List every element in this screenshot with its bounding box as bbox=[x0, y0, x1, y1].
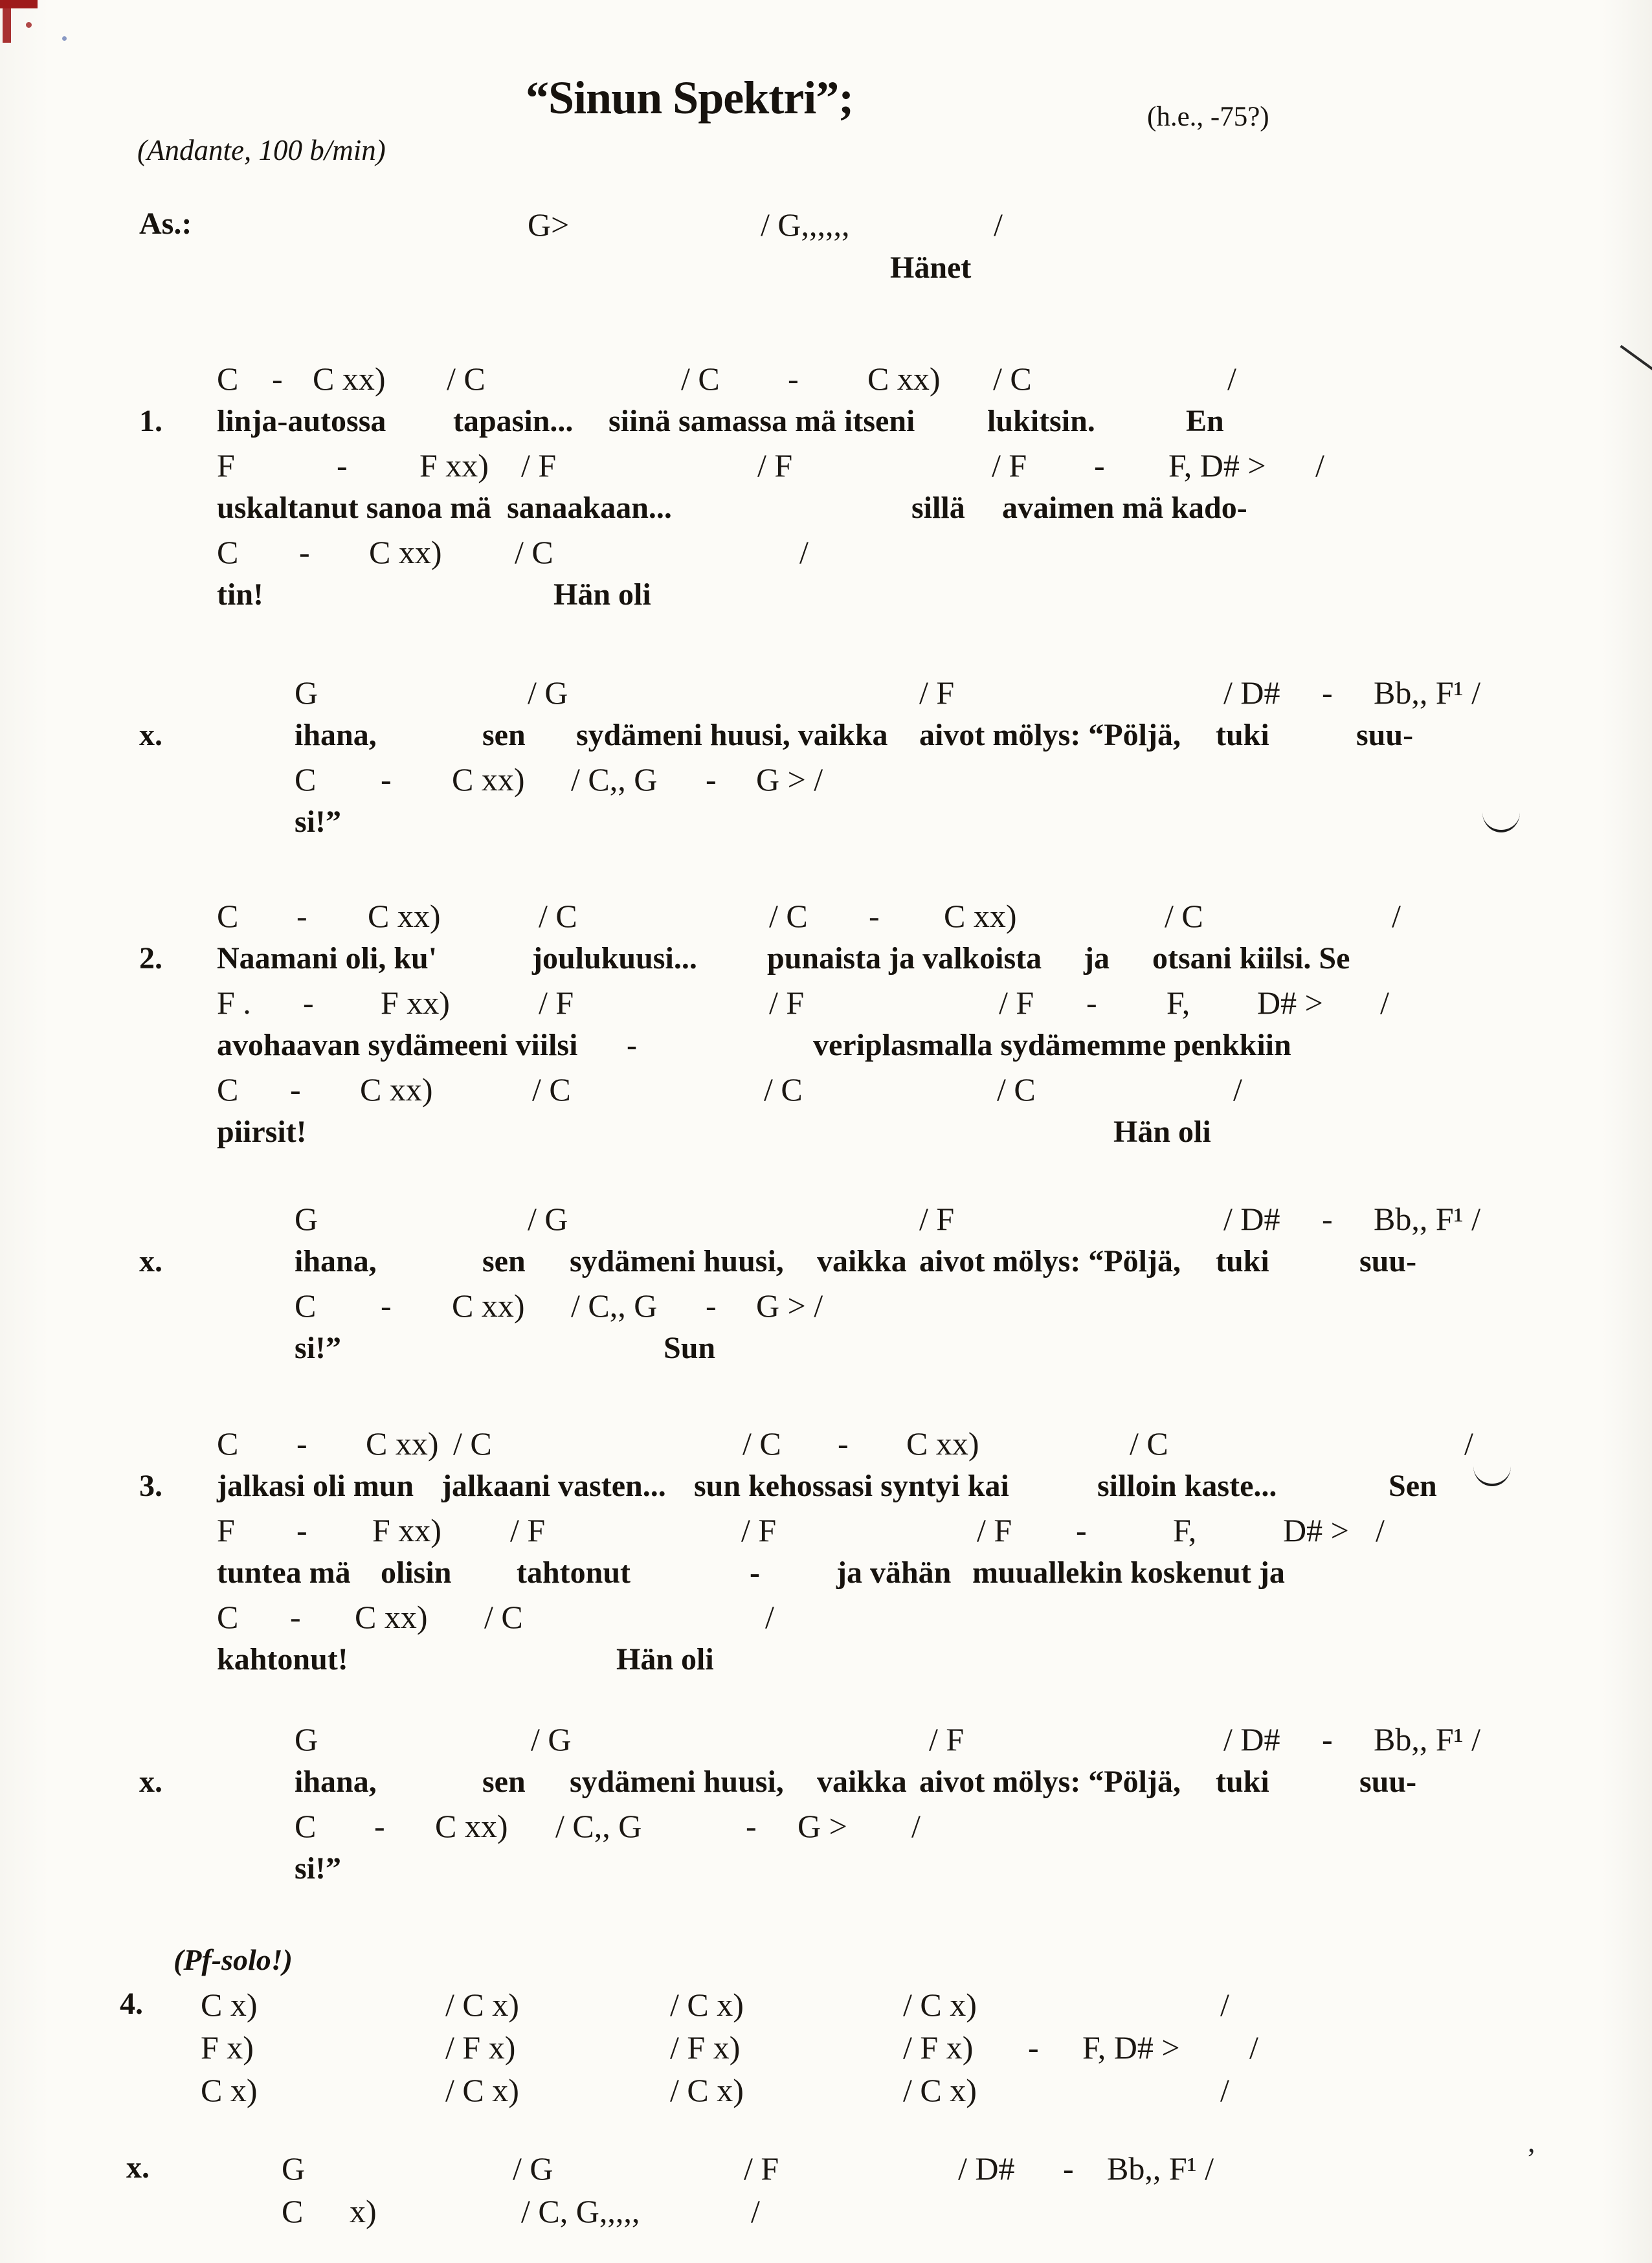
lyric-text: tuki bbox=[1216, 1244, 1269, 1278]
outro-chords-1 bbox=[0, 2152, 1652, 2192]
chord-text: - bbox=[296, 898, 307, 934]
chord-text: / G bbox=[528, 1201, 568, 1237]
verse2-chords-1 bbox=[0, 900, 1652, 940]
lyric-text: sen bbox=[482, 1765, 526, 1799]
lyric-text: vaikka bbox=[817, 1244, 907, 1278]
chord-text: F, D# > bbox=[1082, 2029, 1180, 2066]
chord-text: F bbox=[217, 447, 235, 484]
chord-text: - bbox=[272, 361, 283, 397]
lyric-text: punaista ja valkoista bbox=[767, 941, 1042, 975]
chord-text: / F bbox=[992, 447, 1027, 484]
lyric-text: si!” bbox=[295, 1331, 341, 1365]
lyric-text: sydämeni huusi, vaikka bbox=[576, 718, 888, 752]
section4-label bbox=[0, 1945, 1652, 1985]
scan-mark-red-vertical bbox=[3, 0, 11, 43]
lyric-text: sen bbox=[482, 718, 526, 752]
chorus3-lyrics-1 bbox=[0, 1767, 1652, 1807]
chord-text: F, D# > bbox=[1168, 447, 1266, 484]
chord-text: / C x) bbox=[903, 1987, 977, 2023]
chord-text: / F bbox=[539, 985, 574, 1021]
chord-text: D# > bbox=[1257, 985, 1323, 1021]
chord-text: - bbox=[1028, 2029, 1039, 2066]
chord-text: / G bbox=[513, 2150, 553, 2187]
lyric-text: tapasin... bbox=[453, 404, 574, 438]
chord-text: / bbox=[1233, 1071, 1242, 1108]
scan-mark-red-dot bbox=[26, 22, 32, 28]
chord-text: / F x) bbox=[670, 2029, 741, 2066]
verse1-lyrics-3 bbox=[0, 579, 1652, 619]
chorus2-chords-1 bbox=[0, 1203, 1652, 1243]
lyric-text: sydämeni huusi, bbox=[570, 1765, 784, 1799]
scan-mark-stray-comma: , bbox=[1528, 2125, 1535, 2158]
chorus2-chords-2 bbox=[0, 1289, 1652, 1330]
chorus1-lyrics-1 bbox=[0, 720, 1652, 760]
chord-text: F . bbox=[217, 985, 251, 1021]
chord-text: F xx) bbox=[381, 985, 450, 1021]
intro-chords bbox=[0, 208, 1652, 249]
verse2-lyrics-2 bbox=[0, 1030, 1652, 1070]
chord-text: / bbox=[911, 1808, 921, 1844]
chord-text: C bbox=[295, 1808, 317, 1844]
chord-text: F, bbox=[1166, 985, 1190, 1021]
chord-text: C bbox=[295, 761, 317, 797]
chord-text: / C bbox=[484, 1599, 523, 1635]
chord-text: - bbox=[1322, 674, 1333, 711]
chord-text: - bbox=[296, 1512, 307, 1548]
lyric-text: ja vähän bbox=[836, 1555, 952, 1590]
chord-text: / bbox=[1220, 1987, 1229, 2023]
chord-text: Bb,, F¹ / bbox=[1374, 1721, 1481, 1757]
chord-text: - bbox=[1063, 2150, 1074, 2187]
chord-text: C xx) bbox=[944, 898, 1017, 934]
chord-text: / bbox=[1380, 985, 1389, 1021]
lyric-text: joulukuusi... bbox=[532, 941, 697, 975]
chord-text: / C bbox=[764, 1071, 803, 1108]
title-annotation: (h.e., -75?) bbox=[1147, 102, 1269, 132]
chord-text: / F x) bbox=[445, 2029, 516, 2066]
chord-text: / bbox=[1249, 2029, 1258, 2066]
chord-text: / G bbox=[528, 674, 568, 711]
chord-text: C xx) bbox=[906, 1425, 979, 1462]
lyric-text: 4. bbox=[120, 1987, 143, 2021]
chord-text: / bbox=[799, 534, 809, 570]
lyric-text: sydämeni huusi, bbox=[570, 1244, 784, 1278]
chord-text: - bbox=[303, 985, 314, 1021]
chord-text: - bbox=[706, 761, 717, 797]
chord-text: / C bbox=[1165, 898, 1203, 934]
chord-text: / F bbox=[757, 447, 793, 484]
chord-text: / C bbox=[532, 1071, 571, 1108]
chord-text: / D# bbox=[1223, 1721, 1280, 1757]
verse2-lyrics-1 bbox=[0, 943, 1652, 983]
chorus1-lyrics-2 bbox=[0, 807, 1652, 847]
lyric-text: - bbox=[750, 1555, 760, 1590]
verse2-chords-3 bbox=[0, 1073, 1652, 1113]
chorus1-chords-1 bbox=[0, 676, 1652, 717]
verse3-lyrics-3 bbox=[0, 1644, 1652, 1684]
chorus2-lyrics-1 bbox=[0, 1246, 1652, 1286]
chorus2-lyrics-2 bbox=[0, 1333, 1652, 1373]
verse1-lyrics-1 bbox=[0, 406, 1652, 446]
verse3-lyrics-1 bbox=[0, 1471, 1652, 1511]
chord-text: - bbox=[1322, 1201, 1333, 1237]
lyric-text: jalkaani vasten... bbox=[441, 1469, 666, 1503]
outro-chords-2 bbox=[0, 2195, 1652, 2235]
chord-text: / F bbox=[919, 674, 955, 711]
chord-text: / F bbox=[977, 1512, 1012, 1548]
chord-text: x) bbox=[350, 2193, 377, 2229]
chord-text: - bbox=[381, 1288, 392, 1324]
lyric-text: Hän oli bbox=[553, 577, 651, 612]
verse2-lyrics-3 bbox=[0, 1117, 1652, 1157]
lyric-text: 2. bbox=[139, 941, 162, 975]
lyric-text: lukitsin. bbox=[987, 404, 1095, 438]
section4-row-1 bbox=[0, 1989, 1652, 2029]
chord-text: - bbox=[706, 1288, 717, 1324]
verse3-chords-1 bbox=[0, 1427, 1652, 1467]
verse1-lyrics-2 bbox=[0, 493, 1652, 533]
lyric-text: avohaavan sydämeeni viilsi bbox=[217, 1028, 578, 1062]
chord-text: C xx) bbox=[368, 898, 441, 934]
chord-text: C bbox=[295, 1288, 317, 1324]
chord-text: F xx) bbox=[419, 447, 489, 484]
chord-text: C xx) bbox=[360, 1071, 433, 1108]
chord-text: G bbox=[295, 1721, 318, 1757]
chord-text: / bbox=[1227, 361, 1236, 397]
chord-text: C xx) bbox=[435, 1808, 508, 1844]
chord-text: C bbox=[217, 361, 239, 397]
lyric-text: Naamani oli, ku' bbox=[217, 941, 438, 975]
chord-text: - bbox=[290, 1599, 301, 1635]
chord-text: - bbox=[337, 447, 348, 484]
chord-text: - bbox=[381, 761, 392, 797]
chord-text: G bbox=[282, 2150, 306, 2187]
lyric-text: aivot mölys: “Pöljä, bbox=[919, 718, 1181, 752]
section4-row-3 bbox=[0, 2074, 1652, 2114]
lyric-text: Hän oli bbox=[1113, 1115, 1211, 1149]
verse3-chords-2 bbox=[0, 1514, 1652, 1554]
lyric-text: ja bbox=[1084, 941, 1110, 975]
tempo-marking: (Andante, 100 b/min) bbox=[137, 134, 386, 166]
lyric-text: En bbox=[1186, 404, 1224, 438]
chord-text: / C bbox=[453, 1425, 492, 1462]
chord-text: / bbox=[1315, 447, 1324, 484]
chord-text: / C x) bbox=[670, 1987, 744, 2023]
lyric-text: linja-autossa bbox=[217, 404, 386, 438]
chord-text: - bbox=[746, 1808, 757, 1844]
lyric-text: aivot mölys: “Pöljä, bbox=[919, 1244, 1181, 1278]
lyric-text: suu- bbox=[1359, 1765, 1417, 1799]
lyric-text: olisin bbox=[381, 1555, 452, 1590]
chord-text: / C x) bbox=[670, 2072, 744, 2108]
chorus3-lyrics-2 bbox=[0, 1853, 1652, 1893]
chorus1-chords-2 bbox=[0, 763, 1652, 803]
lyric-text: sillä bbox=[911, 491, 965, 525]
lyric-text: muuallekin koskenut ja bbox=[972, 1555, 1285, 1590]
chord-text: Bb,, F¹ / bbox=[1374, 1201, 1481, 1237]
lyric-text: veriplasmalla sydämemme penkkiin bbox=[813, 1028, 1291, 1062]
chord-text: C xx) bbox=[366, 1425, 439, 1462]
chord-text: / C,, G bbox=[571, 1288, 658, 1324]
chord-text: G > / bbox=[756, 761, 823, 797]
chord-text: Bb,, F¹ / bbox=[1374, 674, 1481, 711]
chord-text: / F bbox=[929, 1721, 965, 1757]
lyric-text: uskaltanut sanoa mä sanaakaan... bbox=[217, 491, 672, 525]
chord-text: - bbox=[1322, 1721, 1333, 1757]
lyric-text: 3. bbox=[139, 1469, 162, 1503]
chord-text: / C bbox=[681, 361, 720, 397]
lyric-text: sen bbox=[482, 1244, 526, 1278]
intro-lyrics bbox=[0, 252, 1652, 293]
lyric-text: tuki bbox=[1216, 718, 1269, 752]
lyric-text: suu- bbox=[1359, 1244, 1417, 1278]
scan-mark-blue-dot bbox=[62, 36, 67, 41]
lyric-text: piirsit! bbox=[217, 1115, 307, 1149]
lyric-text: Hänet bbox=[890, 251, 972, 285]
chord-text: D# > bbox=[1283, 1512, 1349, 1548]
chord-text: / F bbox=[741, 1512, 777, 1548]
lyric-text: si!” bbox=[295, 1851, 341, 1886]
lyric-text: tahtonut bbox=[517, 1555, 631, 1590]
chord-text: F xx) bbox=[372, 1512, 441, 1548]
chord-text: / C bbox=[769, 898, 808, 934]
chord-text: C xx) bbox=[867, 361, 941, 397]
chord-text: - bbox=[1086, 985, 1097, 1021]
chord-text: / F bbox=[510, 1512, 546, 1548]
lyric-text: x. bbox=[126, 2150, 150, 2185]
chord-text: C bbox=[282, 2193, 304, 2229]
lyric-text: vaikka bbox=[817, 1765, 907, 1799]
verse1-chords-3 bbox=[0, 536, 1652, 576]
chord-text: / C bbox=[447, 361, 486, 397]
verse1-chords-2 bbox=[0, 449, 1652, 489]
lyric-text: aivot mölys: “Pöljä, bbox=[919, 1765, 1181, 1799]
chord-text: G> bbox=[528, 206, 570, 243]
chord-text: C xx) bbox=[355, 1599, 428, 1635]
chord-text: / D# bbox=[1223, 674, 1280, 711]
chord-text: / bbox=[994, 206, 1003, 243]
verse3-chords-3 bbox=[0, 1601, 1652, 1641]
chorus3-chords-2 bbox=[0, 1810, 1652, 1850]
chord-text: C bbox=[217, 1599, 239, 1635]
chord-text: / C x) bbox=[903, 2072, 977, 2108]
chord-text: F x) bbox=[201, 2029, 254, 2066]
chord-text: / C bbox=[515, 534, 553, 570]
chord-text: - bbox=[869, 898, 880, 934]
chord-text: / C bbox=[742, 1425, 781, 1462]
chord-text: / F bbox=[744, 2150, 779, 2187]
chord-text: - bbox=[838, 1425, 849, 1462]
chord-text: / G,,,,,, bbox=[761, 206, 850, 243]
lyric-text: x. bbox=[139, 1244, 162, 1278]
chord-text: / C,, G bbox=[555, 1808, 642, 1844]
chord-text: / bbox=[1464, 1425, 1473, 1462]
chord-text: - bbox=[290, 1071, 301, 1108]
chord-text: / F x) bbox=[903, 2029, 974, 2066]
italic-text: (Pf-solo!) bbox=[173, 1943, 293, 1976]
chord-text: / F bbox=[521, 447, 557, 484]
lyric-text: jalkasi oli mun bbox=[217, 1469, 414, 1503]
lyric-text: Sen bbox=[1389, 1469, 1437, 1503]
chord-text: / C x) bbox=[445, 1987, 519, 2023]
chord-text: C bbox=[217, 898, 239, 934]
chord-text: - bbox=[1094, 447, 1105, 484]
lyric-text: silloin kaste... bbox=[1097, 1469, 1277, 1503]
chord-text: C x) bbox=[201, 1987, 258, 2023]
chord-text: / F bbox=[769, 985, 805, 1021]
chord-text: - bbox=[299, 534, 310, 570]
lyric-text: Hän oli bbox=[616, 1642, 714, 1677]
lyric-text: avaimen mä kado- bbox=[1002, 491, 1247, 525]
lyric-text: otsani kiilsi. Se bbox=[1152, 941, 1350, 975]
lyric-text: tuki bbox=[1216, 1765, 1269, 1799]
chord-text: - bbox=[374, 1808, 385, 1844]
chord-text: F, bbox=[1173, 1512, 1197, 1548]
chord-text: C bbox=[217, 1425, 239, 1462]
song-title: “Sinun Spektri”; bbox=[526, 72, 854, 124]
chord-text: / bbox=[1376, 1512, 1385, 1548]
chord-text: Bb,, F¹ / bbox=[1107, 2150, 1214, 2187]
verse2-chords-2 bbox=[0, 987, 1652, 1027]
chord-text: C xx) bbox=[313, 361, 386, 397]
chord-text: G bbox=[295, 674, 318, 711]
verse1-chords-1 bbox=[0, 362, 1652, 403]
chord-text: / C,, G bbox=[571, 761, 658, 797]
chord-text: / C bbox=[993, 361, 1032, 397]
chord-text: C x) bbox=[201, 2072, 258, 2108]
chord-text: C xx) bbox=[452, 761, 525, 797]
lyric-text: tin! bbox=[217, 577, 263, 612]
chord-text: / D# bbox=[958, 2150, 1015, 2187]
chord-text: / C bbox=[997, 1071, 1036, 1108]
chord-text: / D# bbox=[1223, 1201, 1280, 1237]
chord-text: - bbox=[788, 361, 799, 397]
chord-text: / F bbox=[919, 1201, 955, 1237]
lyric-text: - bbox=[627, 1028, 637, 1062]
chord-text: / C bbox=[1130, 1425, 1168, 1462]
chord-text: F bbox=[217, 1512, 235, 1548]
chord-text: / bbox=[1392, 898, 1401, 934]
lyric-text: si!” bbox=[295, 805, 341, 839]
lyric-text: x. bbox=[139, 1765, 162, 1799]
chord-text: C xx) bbox=[452, 1288, 525, 1324]
lyric-text: sun kehossasi syntyi kai bbox=[694, 1469, 1009, 1503]
chord-text: G bbox=[295, 1201, 318, 1237]
chord-text: / F bbox=[999, 985, 1034, 1021]
chord-text: G > bbox=[798, 1808, 847, 1844]
lyric-text: ihana, bbox=[295, 1765, 377, 1799]
chord-text: C xx) bbox=[369, 534, 442, 570]
chord-text: / G bbox=[531, 1721, 572, 1757]
chord-text: C bbox=[217, 1071, 239, 1108]
lyric-text: ihana, bbox=[295, 718, 377, 752]
chord-text: / C, G,,,,, bbox=[521, 2193, 640, 2229]
lyric-text: ihana, bbox=[295, 1244, 377, 1278]
lyric-text: kahtonut! bbox=[217, 1642, 348, 1677]
lyric-text: Sun bbox=[664, 1331, 716, 1365]
chord-text: / bbox=[751, 2193, 760, 2229]
lyric-text: siinä samassa mä itseni bbox=[608, 404, 915, 438]
chord-text: C bbox=[217, 534, 239, 570]
lyric-text: suu- bbox=[1356, 718, 1414, 752]
section4-row-2 bbox=[0, 2031, 1652, 2071]
verse3-lyrics-2 bbox=[0, 1557, 1652, 1598]
chord-text: G > / bbox=[756, 1288, 823, 1324]
chord-text: / C bbox=[539, 898, 577, 934]
lyric-text: 1. bbox=[139, 404, 162, 438]
chord-text: / bbox=[1220, 2072, 1229, 2108]
lyric-text: As.: bbox=[139, 206, 192, 241]
chord-text: - bbox=[1076, 1512, 1087, 1548]
chord-text: / bbox=[765, 1599, 774, 1635]
lyric-text: x. bbox=[139, 718, 162, 752]
lyric-text: tuntea mä bbox=[217, 1555, 351, 1590]
chord-text: / C x) bbox=[445, 2072, 519, 2108]
chorus3-chords-1 bbox=[0, 1723, 1652, 1763]
chord-text: - bbox=[296, 1425, 307, 1462]
